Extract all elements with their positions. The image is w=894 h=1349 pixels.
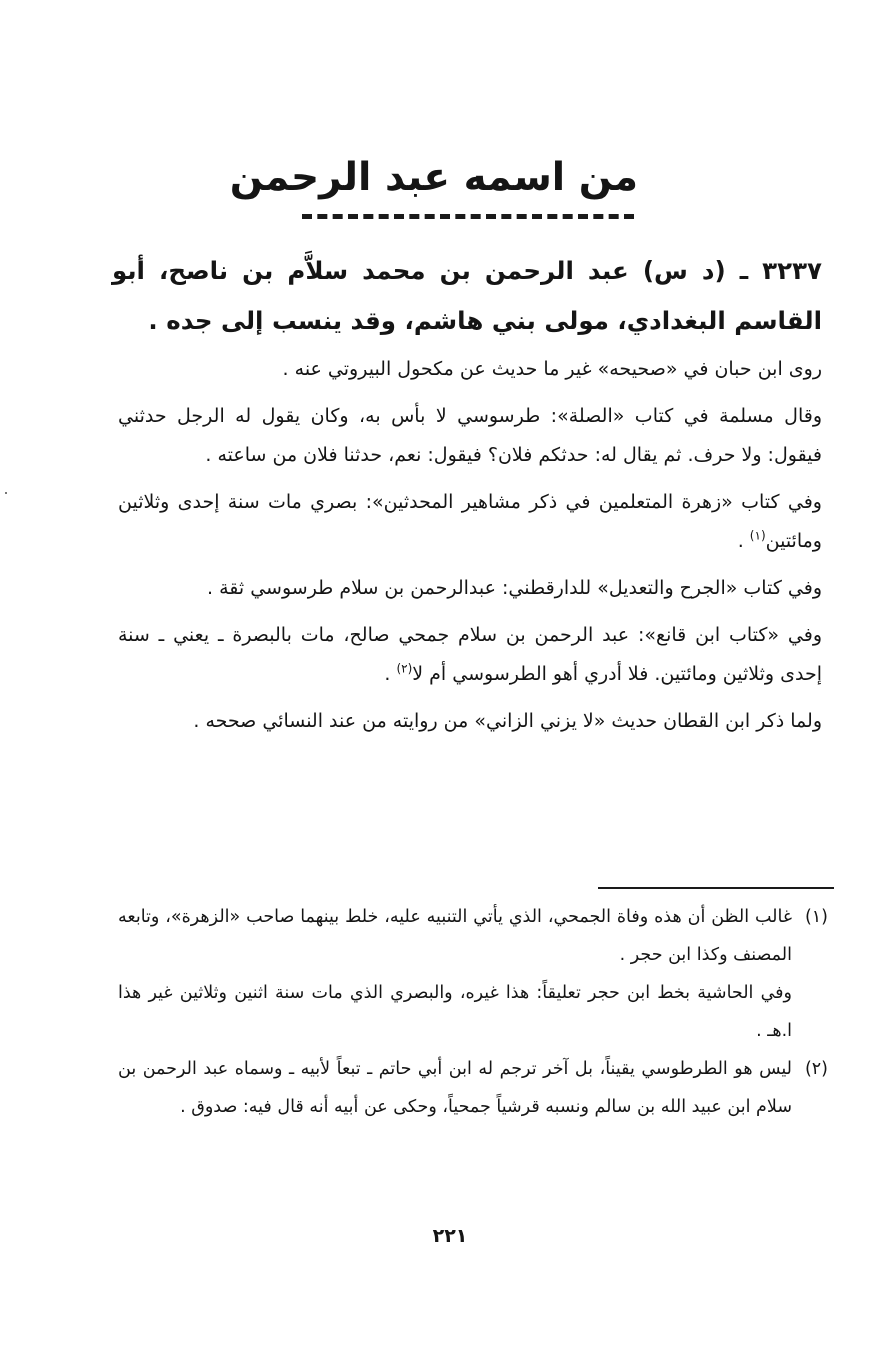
footnote-paragraph: ليس هو الطرطوسي يقيناً، بل آخر ترجم له ابن أبي حاتم ـ تبعاً لأبيه ـ وسماه عبد الرحمن بن سلام ابن عبيد الله بن سالم ونسبه قرشياً جمحياً، وحكى عن أبيه أنه قال فيه: صدوق . <box>118 1059 792 1117</box>
footnote-number: (١) <box>804 907 828 927</box>
paragraph-ibn-al-qattan: ولما ذكر ابن القطان حديث «لا يزني الزاني» من روايته من عند النسائي صححه . <box>193 710 822 732</box>
heading-underline <box>302 214 634 219</box>
footnotes <box>118 898 828 1126</box>
footnote-separator <box>598 887 834 889</box>
footnote-paragraph: وفي الحاشية بخط ابن حجر تعليقاً: هذا غيره، والبصري الذي مات سنة اثنين وثلاثين غير هذا ا.هـ . <box>118 983 792 1041</box>
entry-body <box>118 350 822 749</box>
footnote-reference-2: (٢) <box>396 661 413 676</box>
entry-heading-line-1: ٣٢٣٧ ـ (د س) عبد الرحمن بن محمد سلاَّم بن ناصح، أبو القاسم <box>112 256 822 335</box>
paragraph-maslama: وقال مسلمة في كتاب «الصلة»: طرسوسي لا بأس به، وكان يقول له الرجل حدثني فيقول: ولا حرف. ثم يقال له: حدثكم فلان؟ فيقول: نعم، حدثنا فلان من ساعته . <box>118 405 822 466</box>
paragraph-zahrat-text: وفي كتاب «زهرة المتعلمين في ذكر مشاهير المحدثين»: بصري مات سنة إحدى وثلاثين ومائتين <box>118 491 822 552</box>
paragraph-daraqutni: وفي كتاب «الجرح والتعديل» للدارقطني: عبدالرحمن بن سلام طرسوسي ثقة . <box>207 577 822 599</box>
paragraph-ibn-qani-end: . <box>384 663 397 685</box>
footnote-text <box>118 1050 792 1126</box>
page-number: ٢٢١ <box>432 1225 468 1247</box>
footnote-number: (٢) <box>804 1059 828 1079</box>
paragraph-ibn-qani <box>118 616 822 694</box>
footnote-1 <box>118 898 828 1050</box>
paragraph-zahrat-end: . <box>737 530 750 552</box>
footnote-reference-1: (١) <box>749 528 766 543</box>
biography-entry-heading <box>112 246 822 346</box>
paragraph-zahrat <box>118 483 822 561</box>
entry-heading-line-2: البغدادي، مولى بني هاشم، وقد ينسب إلى جده . <box>148 306 726 335</box>
paragraph-ibn-qani-text: وفي «كتاب ابن قانع»: عبد الرحمن بن سلام جمحي صالح، مات بالبصرة ـ يعني ـ سنة إحدى وثلاثين ومائتين. فلا أدري أهو الطرسوسي أم لا <box>118 624 822 685</box>
paragraph-ibn-hibban: روى ابن حبان في «صحيحه» غير ما حديث عن مكحول البيروتي عنه . <box>282 358 822 380</box>
footnote-paragraph: غالب الظن أن هذه وفاة الجمحي، الذي يأتي التنبيه عليه، خلط بينهما صاحب «الزهرة»، وتابعه المصنف وكذا ابن حجر . <box>118 907 792 965</box>
footnote-text <box>118 898 792 1050</box>
footnote-2 <box>118 1050 828 1126</box>
section-heading: من اسمه عبد الرحمن <box>229 155 638 200</box>
scan-speck <box>5 492 7 494</box>
